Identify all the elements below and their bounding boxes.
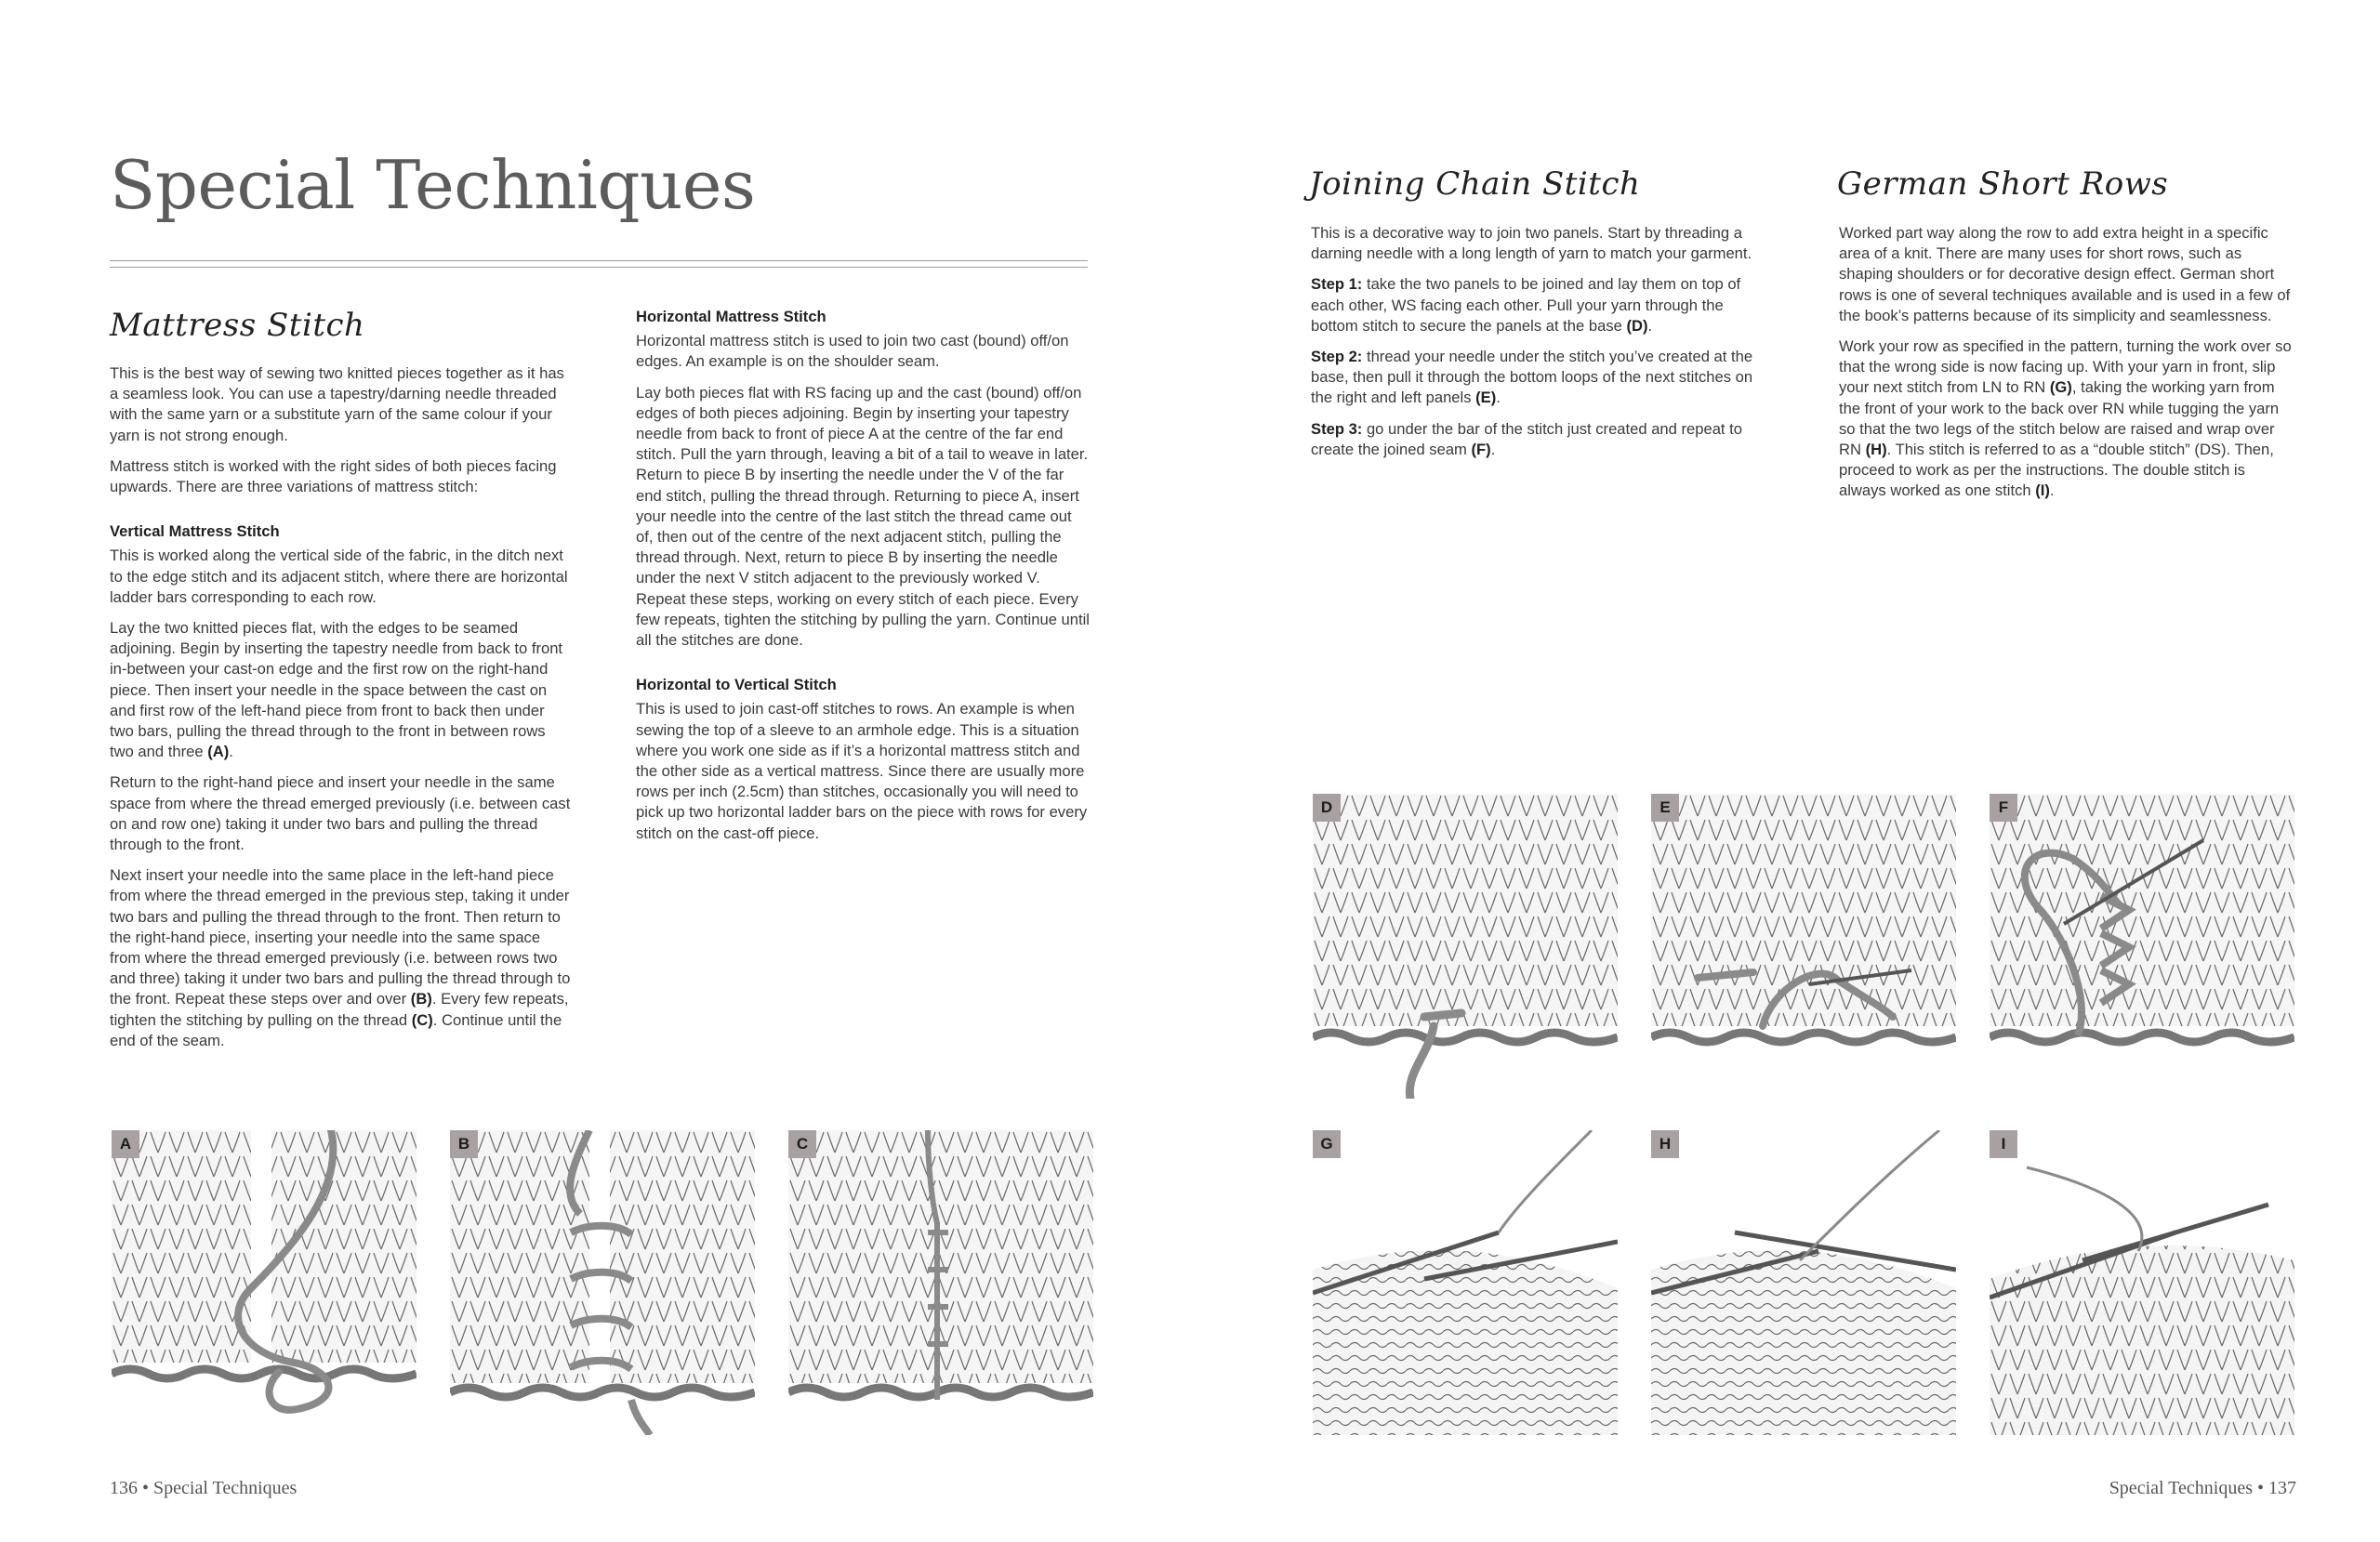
figure-b-label: B [450,1130,478,1158]
chain-stitch-needle-illustration-icon [1651,794,1956,1099]
vertical-mattress-p2: Lay the two knitted pieces flat, with the edges to be seamed adjoining. Begin by inserting the tapestry needle from back to front in-between your cast-on edge and the first row on the right-hand piece. Then insert your needle in the space between the cast on and first row of the left-hand piece from front to back then under two bars, pulling the thread through to the front in between rows two and three (A). [110,619,563,761]
figure-g-label: G [1313,1130,1341,1158]
figure-e-label: E [1651,794,1679,822]
figure-d-label: D [1313,794,1341,822]
german-short-rows-heading: German Short Rows [1837,165,2169,203]
chain-stitch-column [1311,223,1765,470]
chain-step-3: Step 3: go under the bar of the stitch just created and repeat to create the joined seam (F). [1311,419,1742,458]
german-p2: Work your row as specified in the pattern, turning the work over so that the wrong side is now facing up. With your yarn in front, slip your next stitch from LN to RN (G), taking the working yarn from the front of your work to the back over RN while tugging the yarn so that the two legs of the stitch below are raised and wrap over RN (H). This stitch is referred to as a “double stitch” (DS). Then, proceed to work as per the instructions. The double stitch is always worked as one stitch (I). [1839,337,2292,500]
figure-a-label: A [112,1130,139,1158]
horizontal-to-vertical-heading: Horizontal to Vertical Stitch [636,676,837,694]
joining-chain-stitch-heading: Joining Chain Stitch [1309,165,1641,203]
figure-f [1990,794,2294,1099]
horizontal-to-vertical-p1: This is used to join cast-off stitches to rows. An example is when sewing the top of a sleeve to an armhole edge. This is a situation where you work one side as if it’s a horizontal mattress stitch and the other side as a vertical mattress. Since there are usually more rows per inch (2.5cm) than stitches, occasionally you will need to pick up two horizontal ladder bars on the piece with rows for every stitch on the cast-off piece. [636,700,1088,842]
vertical-mattress-p3: Return to the right-hand piece and insert your needle in the same space from where the thread emerged previously (i.e. between cast on and row one) taking it under two bars and pulling the thread through to the front. [110,773,571,854]
footer-left: 136 • Special Techniques [110,1478,298,1498]
figure-h [1651,1130,1956,1435]
vertical-mattress-p1: This is worked along the vertical side of the fabric, in the ditch next to the edge stitch and its adjacent stitch, where there are horizontal ladder bars corresponding to each row. [110,547,568,606]
chain-step-2: Step 2: thread your needle under the stitch you’ve created at the base, then pull it through the bottom loops of the next stitches on the right and left panels (E). [1311,348,1753,407]
mattress-column-left [110,363,571,1061]
horizontal-mattress-p2: Lay both pieces flat with RS facing up and the cast (bound) off/on edges of both pieces adjoining. Begin by inserting your tapestry needle from back to front of piece A at the centre of the far end stitch. Pull the yarn through, leaving a bit of a tail to weave in later. Return to piece B by inserting the needle under the V of the far end stitch, pulling the thread through. Returning to piece A, insert your needle into the centre of the last stitch the thread came out of, then out of the centre of the next adjacent stitch, pulling the thread through. Next, return to piece B by inserting the needle under the next V stitch adjacent to the previously worked V. Repeat these steps, working on every stitch of each piece. Every few repeats, tighten the stitching by pulling the yarn. Continue until all the stitches are done. [636,383,1090,650]
title-rule [110,260,1088,268]
figure-h-label: H [1651,1130,1679,1158]
figure-c-label: C [788,1130,816,1158]
figure-g [1313,1130,1618,1435]
page-number-right: 137 [2268,1478,2296,1498]
figure-i-label: I [1990,1130,2017,1158]
footer-right-title: Special Techniques [2109,1478,2253,1498]
vertical-mattress-heading: Vertical Mattress Stitch [110,522,280,541]
vertical-mattress-illustration-icon [112,1130,416,1435]
mattress-intro-2: Mattress stitch is worked with the right sides of both pieces facing upwards. There are three variations of mattress stitch: [110,456,557,496]
figure-d [1313,794,1618,1099]
german-p1: Worked part way along the row to add extra height in a specific area of a knit. There are many uses for short rows, such as shaping shoulders or for decorative design effect. German short rows is one of several techniques available and is used in a few of the book’s patterns because of its simplicity and seamlessness. [1839,224,2291,324]
short-row-slip-illustration-icon [1313,1130,1618,1435]
page-title: Special Techniques [110,146,756,224]
mattress-intro-1: This is the best way of sewing two knitted pieces together as it has a seamless look. You can use a tapestry/darning needle threaded with the same yarn or a substitute yarn of the same colour if your yarn is not strong enough. [110,364,564,444]
chain-intro: This is a decorative way to join two panels. Start by threading a darning needle with a long length of yarn to match your garment. [1311,224,1752,263]
short-row-double-stitch-illustration-icon [1990,1130,2294,1435]
page-number-left: 136 [110,1478,138,1498]
german-short-rows-column [1839,223,2293,512]
figure-f-label: F [1990,794,2017,822]
chain-stitch-seam-illustration-icon [1990,794,2294,1099]
footer-right: Special Techniques • 137 [2109,1478,2296,1498]
figure-c [788,1130,1093,1435]
figure-e [1651,794,1956,1099]
horizontal-mattress-p1: Horizontal mattress stitch is used to join two cast (bound) off/on edges. An example is on the shoulder seam. [636,332,1069,371]
vertical-mattress-repeat-illustration-icon [450,1130,755,1435]
tightened-mattress-illustration-icon [788,1130,1093,1435]
footer-left-title: Special Techniques [153,1478,298,1498]
figure-b [450,1130,755,1435]
mattress-column-right [636,307,1091,854]
horizontal-mattress-heading: Horizontal Mattress Stitch [636,308,826,325]
chain-stitch-base-illustration-icon [1313,794,1618,1099]
short-row-wrap-illustration-icon [1651,1130,1956,1435]
mattress-stitch-heading: Mattress Stitch [110,307,365,344]
chain-step-1: Step 1: take the two panels to be joined and lay them on top of each other, WS facing each other. Pull your yarn through the bottom stitch to secure the panels at the base (D). [1311,275,1741,335]
vertical-mattress-p4: Next insert your needle into the same place in the left-hand piece from where the thread emerged in the previous step, taking it under two bars and pulling the thread through to the front. Then return to the right-hand piece, inserting your needle into the same space from where the thread emerged previously (i.e. between rows two and three) taking it under two bars and pulling the thread through to the front. Repeat these steps over and over (B). Every few repeats, tighten the stitching by pulling on the thread (C). Continue until the end of the seam. [110,866,571,1049]
figure-i [1990,1130,2294,1435]
figure-a [112,1130,416,1435]
